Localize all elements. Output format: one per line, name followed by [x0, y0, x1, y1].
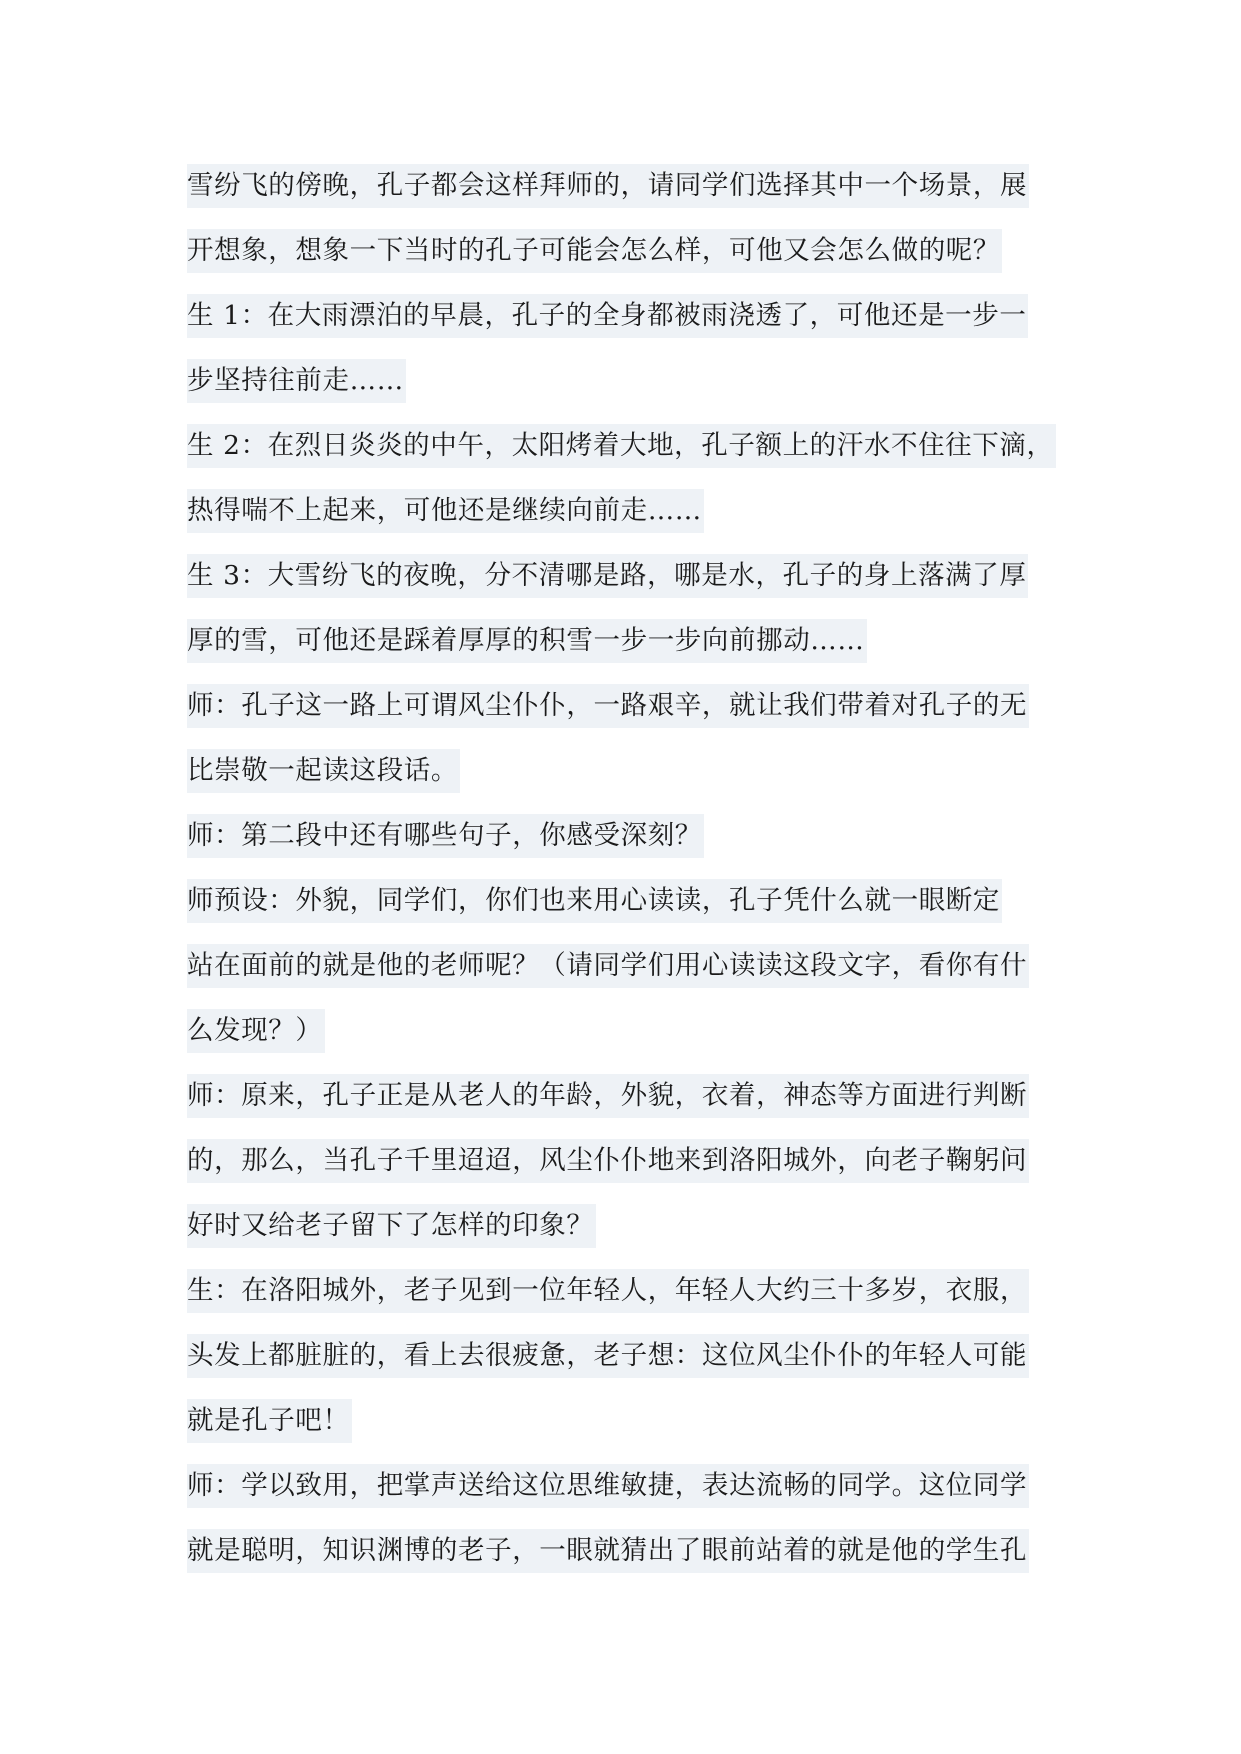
text-line-content: 比崇敬一起读这段话。: [187, 749, 460, 793]
text-line-content: 生：在洛阳城外，老子见到一位年轻人，年轻人大约三十多岁，衣服，: [187, 1269, 1029, 1313]
text-line: [187, 674, 1077, 739]
text-line: [187, 1324, 1077, 1389]
text-line-content: 么发现？）: [187, 1009, 325, 1053]
text-line: [187, 739, 1077, 804]
text-line-content: 生 2：在烈日炎炎的中午，太阳烤着大地，孔子额上的汗水不住往下滴，: [187, 424, 1056, 468]
text-line: [187, 154, 1077, 219]
text-line: [187, 1129, 1077, 1194]
text-line: [187, 869, 1077, 934]
text-line: [187, 349, 1077, 414]
text-line-content: 站在面前的就是他的老师呢？（请同学们用心读读这段文字，看你有什: [187, 944, 1029, 988]
text-line-content: 好时又给老子留下了怎样的印象？: [187, 1204, 596, 1248]
text-line: [187, 1064, 1077, 1129]
text-line-content: 头发上都脏脏的，看上去很疲惫，老子想：这位风尘仆仆的年轻人可能: [187, 1334, 1029, 1378]
text-line-content: 就是聪明，知识渊博的老子，一眼就猜出了眼前站着的就是他的学生孔: [187, 1529, 1029, 1573]
text-line: [187, 609, 1077, 674]
text-line-content: 雪纷飞的傍晚，孔子都会这样拜师的，请同学们选择其中一个场景，展: [187, 164, 1029, 208]
text-line: [187, 1389, 1077, 1454]
text-line-content: 生 3：大雪纷飞的夜晚，分不清哪是路，哪是水，孔子的身上落满了厚: [187, 554, 1028, 598]
document-text: [187, 154, 1077, 1584]
text-line-content: 师：学以致用，把掌声送给这位思维敏捷，表达流畅的同学。这位同学: [187, 1464, 1029, 1508]
text-line-content: 师预设：外貌，同学们，你们也来用心读读，孔子凭什么就一眼断定: [187, 879, 1002, 923]
text-line: [187, 219, 1077, 284]
text-line: [187, 999, 1077, 1064]
text-line-content: 的，那么，当孔子千里迢迢，风尘仆仆地来到洛阳城外，向老子鞠躬问: [187, 1139, 1029, 1183]
text-line-content: 就是孔子吧！: [187, 1399, 352, 1443]
text-line-content: 师：孔子这一路上可谓风尘仆仆，一路艰辛，就让我们带着对孔子的无: [187, 684, 1029, 728]
text-line-content: 开想象，想象一下当时的孔子可能会怎么样，可他又会怎么做的呢？: [187, 229, 1002, 273]
text-line: [187, 1194, 1077, 1259]
text-line: [187, 284, 1077, 349]
text-line: [187, 804, 1077, 869]
text-line-content: 生 1：在大雨漂泊的早晨，孔子的全身都被雨浇透了，可他还是一步一: [187, 294, 1028, 338]
text-line: [187, 1259, 1077, 1324]
text-line: [187, 544, 1077, 609]
text-line: [187, 414, 1077, 479]
text-line: [187, 934, 1077, 999]
text-line-content: 师：第二段中还有哪些句子，你感受深刻？: [187, 814, 704, 858]
text-line-content: 热得喘不上起来，可他还是继续向前走……: [187, 489, 704, 533]
text-line-content: 师：原来，孔子正是从老人的年龄，外貌，衣着，神态等方面进行判断: [187, 1074, 1029, 1118]
text-line: [187, 1519, 1077, 1584]
text-line: [187, 479, 1077, 544]
text-line-content: 厚的雪，可他还是踩着厚厚的积雪一步一步向前挪动……: [187, 619, 867, 663]
text-line: [187, 1454, 1077, 1519]
text-line-content: 步坚持往前走……: [187, 359, 406, 403]
